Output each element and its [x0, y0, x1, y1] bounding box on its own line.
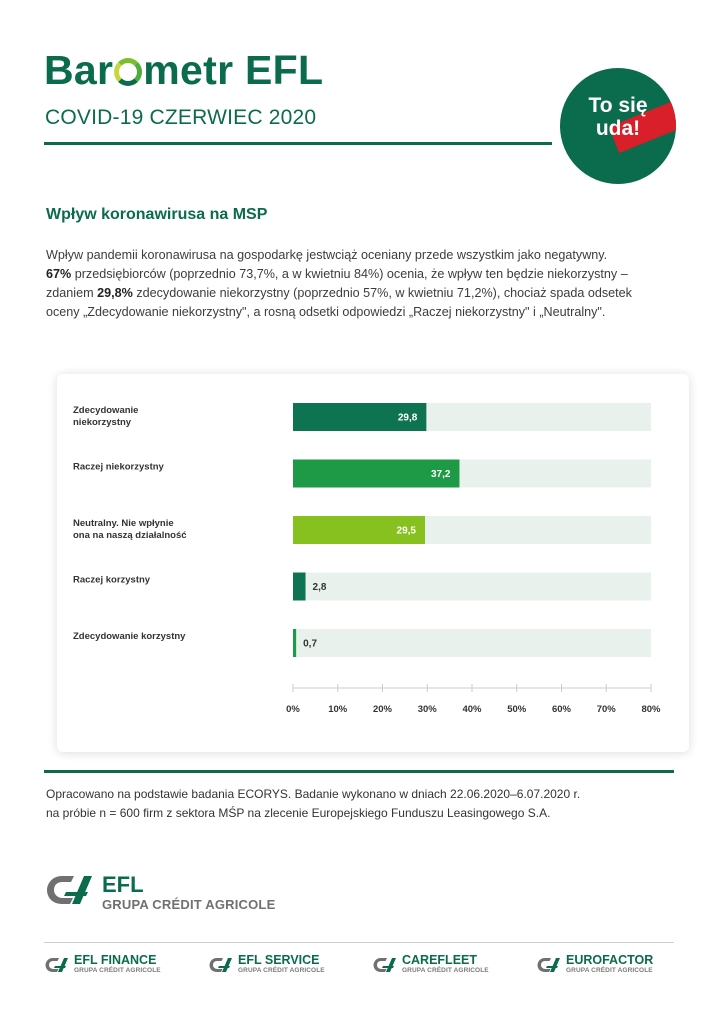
brand-title-prefix: Bar [44, 47, 114, 93]
x-tick-label-0: 0% [286, 704, 300, 715]
source-note [46, 785, 686, 823]
paragraph-line-4: oceny „Zdecydowanie niekorzystny", a rosną odsetki odpowiedzi „Raczej niekorzystny" i „Neutralny". [46, 305, 606, 319]
bar-track [293, 629, 651, 657]
badge-circle [560, 68, 676, 184]
value-label-3: 2,8 [312, 582, 327, 593]
paragraph-line-2-text: przedsiębiorców (poprzednio 73,7%, a w kwietniu 84%) ocenia, że wpływ ten będzie niekorzystny – [71, 267, 628, 281]
bar-3 [293, 573, 306, 601]
paragraph-line-3-start: zdaniem [46, 286, 98, 300]
value-label-1: 37,2 [431, 469, 451, 480]
badge-text [570, 94, 666, 140]
partner-name: EFL SERVICE [238, 953, 320, 967]
bar-track [293, 573, 651, 601]
partner-name: EFL FINANCE [74, 953, 157, 967]
x-tick-label-1: 10% [328, 704, 348, 715]
x-tick-label-8: 80% [641, 704, 661, 715]
category-label-line: niekorzystny [73, 417, 132, 428]
footer-divider [44, 770, 674, 773]
efl-logo-name: EFL [102, 872, 144, 897]
brand-o-ring-icon [114, 58, 142, 86]
partner-group: GRUPA CRÉDIT AGRICOLE [566, 967, 653, 974]
badge-line-2: uda! [595, 117, 641, 140]
page-subtitle: COVID-19 CZERWIEC 2020 [45, 106, 317, 129]
category-label-line: ona na naszą działalność [73, 530, 187, 541]
category-label-2 [73, 518, 187, 541]
category-label-line: Neutralny. Nie wpłynie [73, 518, 174, 529]
value-label-0: 29,8 [397, 412, 418, 424]
partner-logo-icon [44, 956, 70, 974]
slogan-badge [560, 68, 688, 184]
source-note-line-2: na próbie n = 600 firm z sektora MŚP na zlecenie Europejskiego Funduszu Leasingowego S.A. [46, 806, 551, 820]
category-label-line: Raczej niekorzystny [73, 461, 164, 473]
credit-agricole-logo-icon [44, 872, 96, 908]
paragraph-line-2 [46, 265, 686, 284]
stat-29-8: 29,8% [97, 286, 133, 300]
bar-4 [293, 629, 296, 657]
category-label-1 [73, 462, 165, 473]
category-label-4 [73, 631, 186, 642]
partner-group: GRUPA CRÉDIT AGRICOLE [74, 967, 161, 974]
partner-name: CAREFLEET [402, 953, 477, 967]
paragraph-line-3-rest: zdecydowanie niekorzystny (poprzednio 57%, w kwietniu 71,2%), chociaż spada odsetek [132, 286, 632, 300]
x-tick-label-5: 50% [507, 704, 527, 715]
x-tick-label-2: 20% [372, 704, 393, 715]
paragraph-line-1: Wpływ pandemii koronawirusa na gospodarkę jestwciąż oceniany przede wszystkim jako negatywny. [46, 248, 608, 262]
stat-67: 67% [46, 267, 72, 281]
brand-title-suffix: metr EFL [143, 47, 324, 93]
header-divider [44, 142, 552, 145]
bar-chart [57, 374, 689, 752]
partners-divider [44, 942, 674, 943]
partner-group: GRUPA CRÉDIT AGRICOLE [402, 967, 489, 974]
brand-title [44, 47, 324, 93]
x-tick-label-4: 40% [462, 704, 482, 715]
partner-name: EUROFACTOR [566, 953, 654, 967]
x-tick-label-3: 30% [417, 704, 437, 715]
chart-card [57, 374, 689, 752]
category-label-line: Zdecydowanie [73, 405, 139, 416]
badge-line-1: To się [588, 94, 648, 117]
paragraph-line-3 [46, 284, 686, 303]
partner-logo-icon [372, 956, 398, 974]
efl-logo-group: GRUPA CRÉDIT AGRICOLE [102, 897, 276, 912]
x-tick-label-6: 60% [551, 704, 572, 715]
source-note-line-1: Opracowano na podstawie badania ECORYS. Badanie wykonano w dniach 22.06.2020–6.07.2020 r. [46, 787, 581, 801]
x-tick-label-7: 70% [596, 704, 616, 715]
value-label-4: 0,7 [303, 638, 318, 650]
section-title: Wpływ koronawirusa na MSP [46, 206, 268, 223]
category-label-0 [73, 405, 138, 428]
partner-logo-icon [536, 956, 562, 974]
category-label-3 [73, 575, 151, 586]
value-label-2: 29,5 [396, 525, 417, 537]
category-label-line: Raczej korzystny [73, 574, 151, 586]
category-label-line: Zdecydowanie korzystny [73, 631, 186, 642]
intro-paragraph [46, 246, 686, 322]
partner-logo-icon [208, 956, 234, 974]
partner-group: GRUPA CRÉDIT AGRICOLE [238, 967, 325, 974]
